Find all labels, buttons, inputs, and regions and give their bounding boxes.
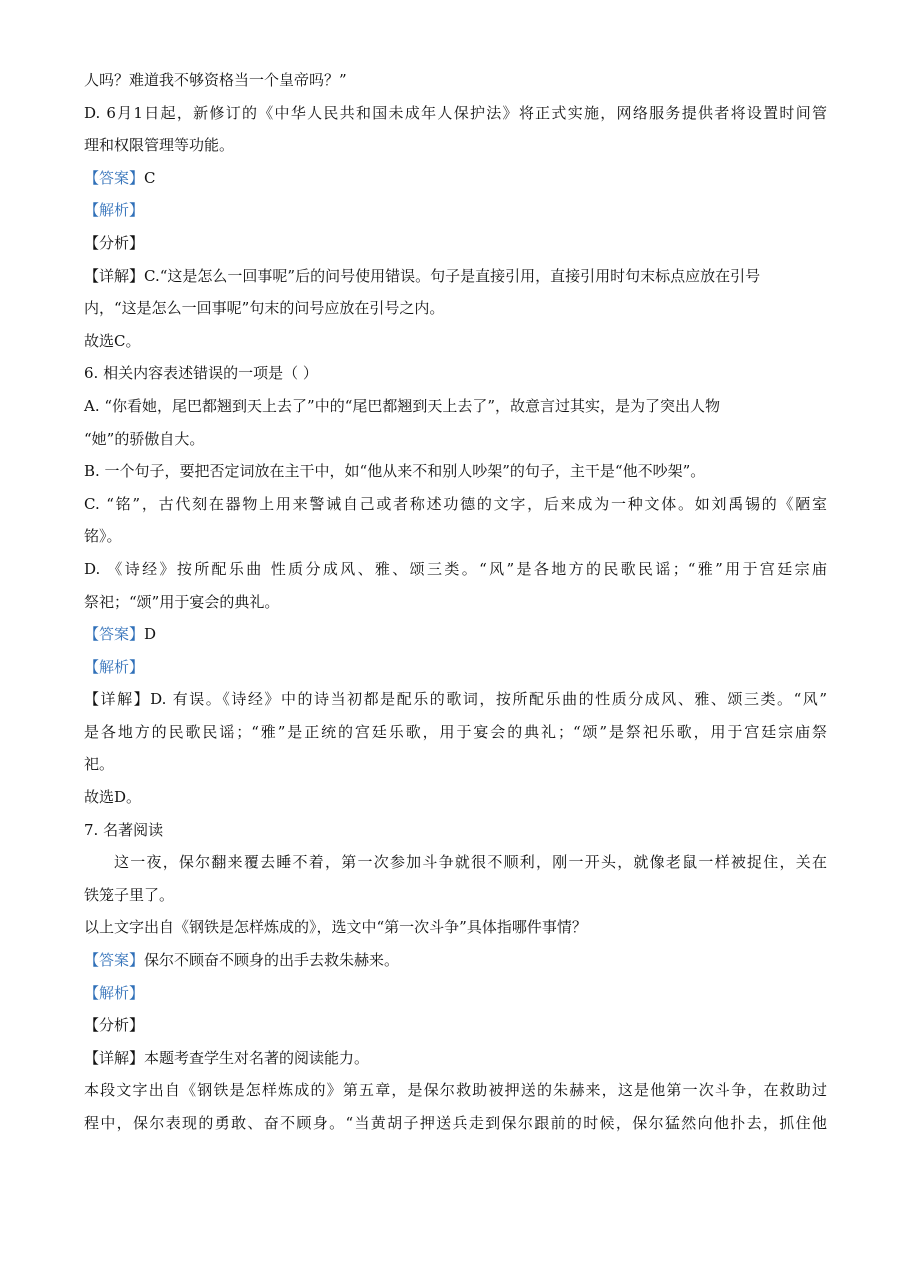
analysis-line xyxy=(84,657,827,677)
text-line xyxy=(84,298,827,318)
analysis-tag: 【解析】 xyxy=(84,657,145,676)
answer-tag: 【答案】 xyxy=(84,951,145,970)
answer-text: C xyxy=(144,168,156,187)
line-text: 本段文字出自《钢铁是怎样炼成的》第五章，是保尔救助被押送的朱赫来，这是他第一次斗争，在救助过 xyxy=(84,1081,827,1100)
detail-text: 本题考查学生对名著的阅读能力。 xyxy=(144,1048,370,1067)
fenxi-tag: 【分析】 xyxy=(84,1016,145,1035)
option-line xyxy=(84,559,827,579)
question-title xyxy=(84,363,827,383)
text-line xyxy=(84,103,827,123)
text-line xyxy=(84,722,827,742)
detail-tag: 【详解】 xyxy=(84,690,151,709)
question-title xyxy=(84,820,827,840)
option-line xyxy=(84,494,827,514)
text-line xyxy=(84,70,827,90)
analysis-line xyxy=(84,200,827,220)
question-text: 7. 名著阅读 xyxy=(84,820,164,839)
fenxi-tag: 【分析】 xyxy=(84,233,145,252)
answer-line xyxy=(84,624,827,644)
line-text: 以上文字出自《钢铁是怎样炼成的》，选文中“第一次斗争”具体指哪件事情？ xyxy=(84,918,587,937)
fenxi-line xyxy=(84,233,827,253)
option-text: D. 《诗经》按所配乐曲 性质分成风、雅、颂三类。“风”是各地方的民歌民谣；“雅”用于宫廷宗庙 xyxy=(84,559,827,578)
analysis-line xyxy=(84,983,827,1003)
document-page xyxy=(84,70,827,1146)
detail-line xyxy=(84,1048,827,1068)
answer-text: 保尔不顾奋不顾身的出手去救朱赫来。 xyxy=(144,951,400,970)
line-text: 祀。 xyxy=(84,755,115,774)
text-line xyxy=(84,429,827,449)
detail-text: C.“这是怎么一回事呢”后的问号使用错误。句子是直接引用，直接引用时句末标点应放在引号 xyxy=(144,266,761,285)
option-text: B. 一个句子，要把否定词放在主干中，如“他从来不和别人吵架”的句子，主干是“他不吵架”。 xyxy=(84,462,706,481)
text-line xyxy=(84,135,827,155)
line-text: 故选C。 xyxy=(84,331,141,350)
option-line xyxy=(84,396,827,416)
detail-text: D. 有误。《诗经》中的诗当初都是配乐的歌词，按所配乐曲的性质分成风、雅、颂三类。“风” xyxy=(150,690,827,709)
line-text: 理和权限管理等功能。 xyxy=(84,136,235,155)
text-line xyxy=(84,917,827,937)
analysis-tag: 【解析】 xyxy=(84,201,145,220)
text-line xyxy=(84,1080,827,1100)
passage-text: 铁笼子里了。 xyxy=(84,885,175,904)
text-line xyxy=(84,787,827,807)
detail-tag: 【详解】 xyxy=(84,266,145,285)
answer-text: D xyxy=(144,625,157,644)
option-text: A. “你看她，尾巴都翘到天上去了”中的“尾巴都翘到天上去了”，故意言过其实，是为了突出人物 xyxy=(84,396,721,415)
detail-tag: 【详解】 xyxy=(84,1048,145,1067)
line-text: 人吗？难道我不够资格当一个皇帝吗？” xyxy=(84,71,347,89)
answer-tag: 【答案】 xyxy=(84,168,145,187)
passage-line xyxy=(84,885,827,905)
answer-tag: 【答案】 xyxy=(84,625,145,644)
line-text: D. 6月1日起，新修订的《中华人民共和国未成年人保护法》将正式实施，网络服务提供者将设置时间管 xyxy=(84,103,827,122)
answer-line xyxy=(84,168,827,188)
line-text: “她”的骄傲自大。 xyxy=(84,429,205,448)
detail-line xyxy=(84,689,827,709)
detail-line xyxy=(84,266,827,286)
line-text: 故选D。 xyxy=(84,788,142,807)
text-line xyxy=(84,1113,827,1133)
text-line xyxy=(84,592,827,612)
answer-line xyxy=(84,950,827,970)
fenxi-line xyxy=(84,1015,827,1035)
text-line xyxy=(84,526,827,546)
line-text: 是各地方的民歌民谣；“雅”是正统的宫廷乐歌，用于宴会的典礼；“颂”是祭祀乐歌，用于宫廷宗庙祭 xyxy=(84,722,827,741)
passage-line xyxy=(84,852,827,872)
option-text: C. “铭”，古代刻在器物上用来警诫自己或者称述功德的文字，后来成为一种文体。如刘禹锡的《陋室 xyxy=(84,494,827,513)
line-text: 程中，保尔表现的勇敢、奋不顾身。“当黄胡子押送兵走到保尔跟前的时候，保尔猛然向他扑去，抓住他 xyxy=(84,1114,827,1132)
text-line xyxy=(84,754,827,774)
passage-text: 这一夜，保尔翻来覆去睡不着，第一次参加斗争就很不顺利，刚一开头，就像老鼠一样被捉住，关在 xyxy=(114,853,827,872)
question-text: 6. 相关内容表述错误的一项是（ ） xyxy=(84,364,318,383)
line-text: 内，“这是怎么一回事呢”句末的问号应放在引号之内。 xyxy=(84,299,445,318)
line-text: 祭祀；“颂”用于宴会的典礼。 xyxy=(84,592,280,611)
option-line xyxy=(84,461,827,481)
line-text: 铭》。 xyxy=(84,527,122,546)
analysis-tag: 【解析】 xyxy=(84,983,145,1002)
text-line xyxy=(84,331,827,351)
